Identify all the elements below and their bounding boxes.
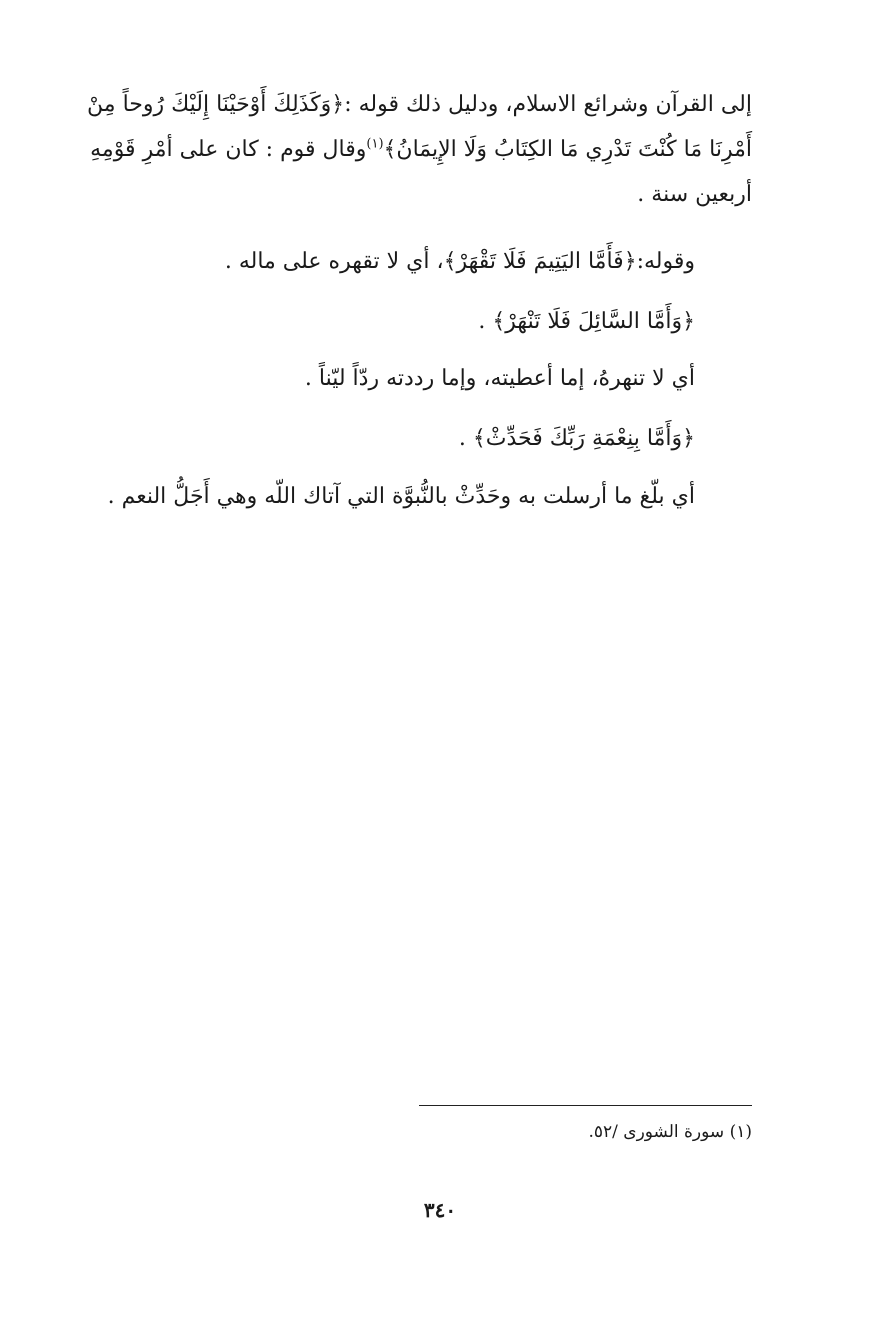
- text-line-2-tail: وقال قوم : كان على أمْرِ قَوْمِهِ: [90, 137, 367, 162]
- footnote: (١) سورة الشورى /٥٢.: [588, 1122, 752, 1142]
- opening-paragraph: [80, 82, 752, 217]
- footnote-divider: [419, 1105, 752, 1106]
- text-line-2-quran: أَمْرِنَا مَا كُنْتَ تَدْرِي مَا الكِتَابُ وَلَا الإِيمَانُ﴾: [383, 137, 752, 162]
- footnote-reference[interactable]: (١): [366, 136, 384, 152]
- paragraph-beggar-verse: ﴿وَأَمَّا السَّائِلَ فَلَا تَنْهَرْ﴾ .: [478, 309, 695, 334]
- paragraph-orphan-verse: وقوله:﴿فَأَمَّا اليَتِيمَ فَلَا تَقْهَرْ﴾، أي لا تقهره على ماله .: [224, 249, 695, 274]
- text-line-1: إلى القرآن وشرائع الاسلام، ودليل ذلك قوله :﴿وَكَذَلِكَ أَوْحَيْنَا إِلَيْكَ رُوحاً مِنْ: [87, 92, 752, 117]
- page-number: ٣٤٠: [423, 1198, 457, 1222]
- paragraph-beggar-explanation: أي لا تنهرهُ، إما أعطيته، وإما رددته ردّاً ليّناً .: [304, 366, 695, 391]
- paragraph-blessing-explanation: أي بلّغ ما أرسلت به وحَدِّثْ بالنُّبوَّة التي آتاك اللّه وهي أَجَلُّ النعم .: [107, 484, 695, 509]
- text-line-3: أربعين سنة .: [637, 182, 752, 207]
- paragraph-blessing-verse: ﴿وَأَمَّا بِنِعْمَةِ رَبِّكَ فَحَدِّثْ﴾ .: [458, 426, 695, 451]
- text-line-2: [80, 127, 752, 172]
